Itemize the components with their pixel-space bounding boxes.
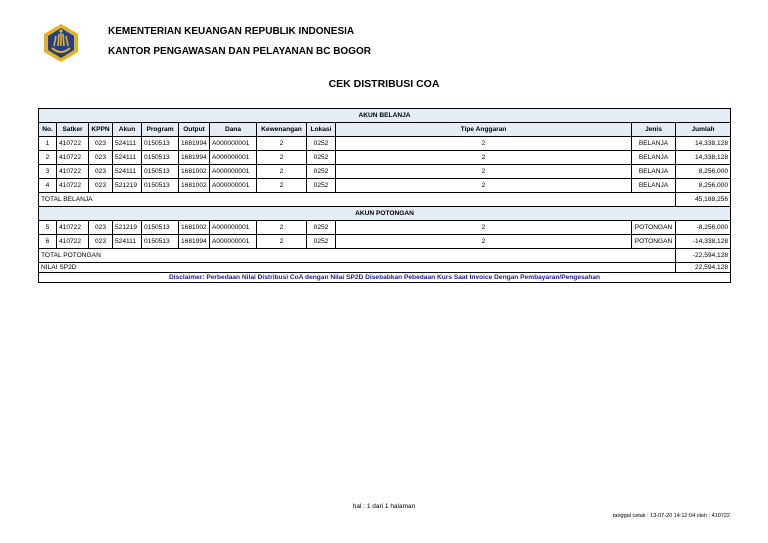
col-header-dana: Dana (210, 123, 257, 137)
cell-lokasi: 0252 (307, 221, 336, 235)
cell-jenis: POTONGAN (632, 235, 676, 249)
cell-tipe-anggaran: 2 (336, 151, 632, 165)
cell-kppn: 023 (89, 151, 113, 165)
cell-tipe-anggaran: 2 (336, 179, 632, 193)
cell-no: 5 (39, 221, 57, 235)
cell-satker: 410722 (57, 235, 89, 249)
total-belanja-row-label: TOTAL BELANJA (39, 193, 676, 207)
cell-jumlah: 14,338,128 (676, 151, 731, 165)
cell-jumlah: -8,256,000 (676, 221, 731, 235)
col-header-program: Program (142, 123, 179, 137)
cell-kppn: 023 (89, 221, 113, 235)
col-header-satker: Satker (57, 123, 89, 137)
cell-akun: 524111 (113, 235, 142, 249)
table-row (39, 179, 731, 193)
section-akun-potongan: AKUN POTONGAN (39, 207, 731, 221)
total-potongan-row-value: -22,594,128 (676, 249, 731, 263)
table-row (39, 221, 731, 235)
cell-kppn: 023 (89, 165, 113, 179)
cell-jumlah: -14,338,128 (676, 235, 731, 249)
cell-no: 1 (39, 137, 57, 151)
cell-kewenangan: 2 (257, 179, 307, 193)
cell-no: 4 (39, 179, 57, 193)
table-row (39, 137, 731, 151)
cell-output: 1681994 (179, 235, 210, 249)
cell-output: 1681994 (179, 137, 210, 151)
cell-kppn: 023 (89, 137, 113, 151)
cell-program: 0150513 (142, 151, 179, 165)
cell-no: 2 (39, 151, 57, 165)
coa-distribution-table (38, 108, 731, 283)
kemenkeu-logo (40, 22, 82, 64)
report-title: CEK DISTRIBUSI COA (328, 78, 440, 90)
cell-output: 1681002 (179, 221, 210, 235)
cell-dana: A000000001 (210, 137, 257, 151)
col-header-tipe-anggaran: Tipe Anggaran (336, 123, 632, 137)
org-name-line2: KANTOR PENGAWASAN DAN PELAYANAN BC BOGOR (108, 46, 371, 57)
cell-no: 3 (39, 165, 57, 179)
total-potongan-row (39, 249, 731, 263)
cell-tipe-anggaran: 2 (336, 165, 632, 179)
cell-kppn: 023 (89, 179, 113, 193)
cell-satker: 410722 (57, 137, 89, 151)
cell-akun: 524111 (113, 151, 142, 165)
org-name-line1: KEMENTERIAN KEUANGAN REPUBLIK INDONESIA (108, 26, 355, 37)
cell-jenis: BELANJA (632, 137, 676, 151)
nilai-sp2d-row-value: 22,594,128 (676, 263, 731, 273)
cell-tipe-anggaran: 2 (336, 137, 632, 151)
cell-lokasi: 0252 (307, 235, 336, 249)
nilai-sp2d-row (39, 263, 731, 273)
cell-akun: 521219 (113, 179, 142, 193)
cell-dana: A000000001 (210, 235, 257, 249)
cell-satker: 410722 (57, 151, 89, 165)
cell-jenis: POTONGAN (632, 221, 676, 235)
cell-akun: 521219 (113, 221, 142, 235)
cell-jumlah: 8,256,000 (676, 179, 731, 193)
cell-tipe-anggaran: 2 (336, 221, 632, 235)
col-header-lokasi: Lokasi (307, 123, 336, 137)
col-header-jenis: Jenis (632, 123, 676, 137)
cell-satker: 410722 (57, 165, 89, 179)
col-header-no: No. (39, 123, 57, 137)
cell-kppn: 023 (89, 235, 113, 249)
col-header-kewenangan: Kewenangan (257, 123, 307, 137)
col-header-akun: Akun (113, 123, 142, 137)
total-belanja-row (39, 193, 731, 207)
cell-program: 0150513 (142, 221, 179, 235)
cell-satker: 410722 (57, 221, 89, 235)
cell-lokasi: 0252 (307, 179, 336, 193)
cell-jumlah: 8,256,000 (676, 165, 731, 179)
cell-program: 0150513 (142, 137, 179, 151)
cell-lokasi: 0252 (307, 137, 336, 151)
page-info: hal : 1 dari 1 halaman (352, 503, 416, 510)
cell-no: 6 (39, 235, 57, 249)
cell-kewenangan: 2 (257, 221, 307, 235)
table-row (39, 235, 731, 249)
cell-dana: A000000001 (210, 151, 257, 165)
cell-jenis: BELANJA (632, 165, 676, 179)
cell-kewenangan: 2 (257, 235, 307, 249)
cell-jenis: BELANJA (632, 151, 676, 165)
cell-program: 0150513 (142, 165, 179, 179)
cell-tipe-anggaran: 2 (336, 235, 632, 249)
section-akun-belanja: AKUN BELANJA (39, 109, 731, 123)
cell-kewenangan: 2 (257, 165, 307, 179)
cell-dana: A000000001 (210, 165, 257, 179)
cell-program: 0150513 (142, 235, 179, 249)
total-potongan-row-label: TOTAL POTONGAN (39, 249, 676, 263)
cell-akun: 524111 (113, 137, 142, 151)
disclaimer: Disclaimer: Perbedaan Nilai Distribusi CoA dengan Nilai SP2D Disebabkan Pebedaan Kurs Saat Invoice Dengan Pembayaran/Pengesahan (39, 273, 731, 283)
cell-kewenangan: 2 (257, 137, 307, 151)
table-row (39, 165, 731, 179)
col-header-jumlah: Jumlah (676, 123, 731, 137)
cell-jenis: BELANJA (632, 179, 676, 193)
cell-output: 1681994 (179, 151, 210, 165)
cell-dana: A000000001 (210, 221, 257, 235)
cell-kewenangan: 2 (257, 151, 307, 165)
print-info: tanggal cetak : 13-07-20 14:12:04 oleh : 410722 (612, 513, 730, 519)
cell-output: 1681002 (179, 165, 210, 179)
cell-akun: 524111 (113, 165, 142, 179)
nilai-sp2d-row-label: NILAI SP2D (39, 263, 676, 273)
cell-output: 1681002 (179, 179, 210, 193)
cell-program: 0150513 (142, 179, 179, 193)
cell-lokasi: 0252 (307, 165, 336, 179)
total-belanja-row-value: 45,188,256 (676, 193, 731, 207)
cell-dana: A000000001 (210, 179, 257, 193)
col-header-output: Output (179, 123, 210, 137)
table-row (39, 151, 731, 165)
cell-satker: 410722 (57, 179, 89, 193)
cell-jumlah: 14,338,128 (676, 137, 731, 151)
cell-lokasi: 0252 (307, 151, 336, 165)
col-header-kppn: KPPN (89, 123, 113, 137)
